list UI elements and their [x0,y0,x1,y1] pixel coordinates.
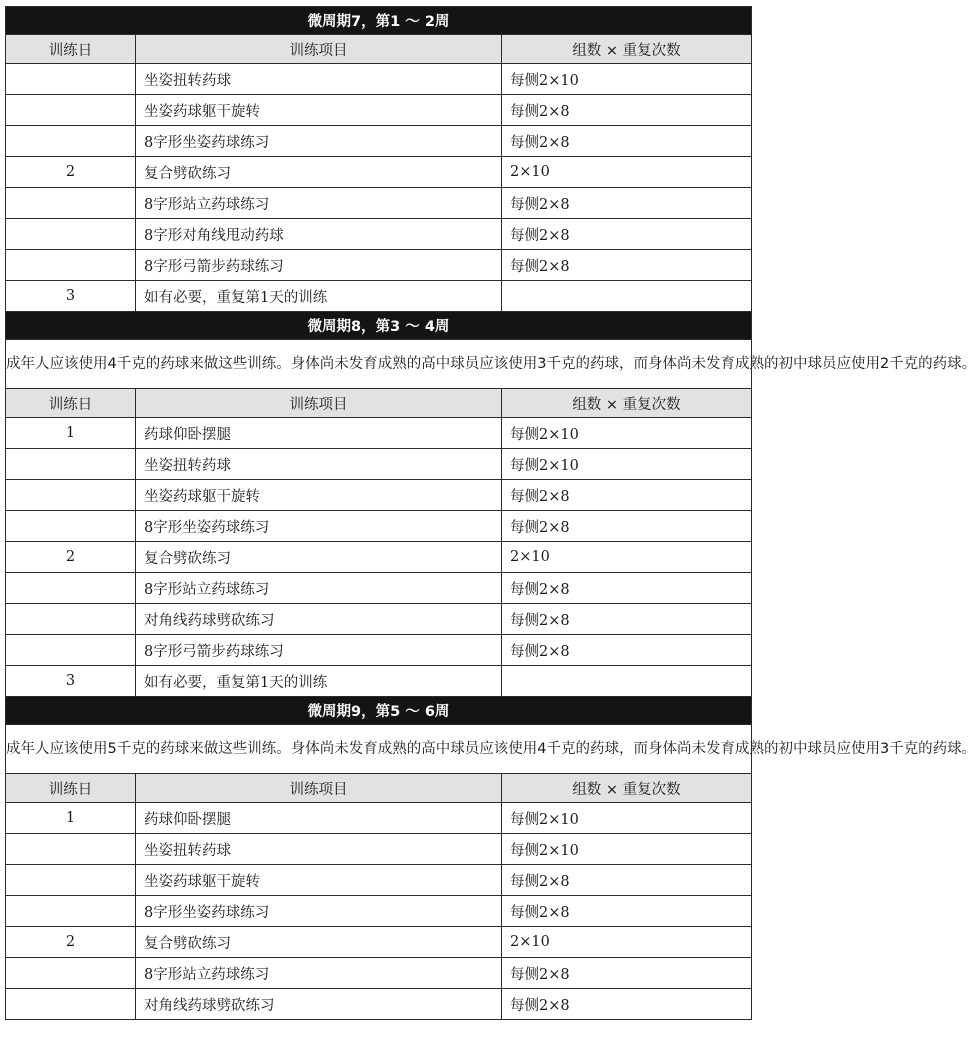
table-row [6,573,752,604]
table-row [6,219,752,250]
exercise-cell: 对角线药球劈砍练习 [136,604,502,635]
training-day-cell [6,126,136,157]
table-row [6,157,752,188]
training-plan-body [6,7,976,1020]
section-title: 微周期7，第1 ～ 2周 [6,7,752,35]
table-row [6,480,752,511]
exercise-cell: 8字形对角线甩动药球 [136,219,502,250]
exercise-cell: 药球仰卧摆腿 [136,803,502,834]
sets-reps-cell: 每侧2×10 [502,64,752,95]
training-day-cell [6,635,136,666]
exercise-cell: 8字形站立药球练习 [136,958,502,989]
training-plan-table [5,6,976,1020]
section-note: 成年人应该使用5千克的药球来做这些训练。身体尚未发育成熟的高中球员应该使用4千克的药球，而身体尚未发育成熟的初中球员应使用3千克的药球。 [6,725,752,774]
header-training-day: 训练日 [6,389,136,418]
section-title: 微周期8，第3 ～ 4周 [6,312,752,340]
table-row [6,95,752,126]
exercise-cell: 坐姿药球躯干旋转 [136,480,502,511]
table-row [6,803,752,834]
sets-reps-cell: 每侧2×8 [502,958,752,989]
section-note-row [6,340,752,389]
table-row [6,927,752,958]
sets-reps-cell [502,281,752,312]
table-row [6,865,752,896]
training-day-cell [6,64,136,95]
sets-reps-cell: 每侧2×8 [502,896,752,927]
table-row [6,635,752,666]
header-training-day: 训练日 [6,774,136,803]
sets-reps-cell: 每侧2×8 [502,126,752,157]
sets-reps-cell: 2×10 [502,927,752,958]
training-day-cell: 2 [6,157,136,188]
exercise-cell: 如有必要，重复第1天的训练 [136,281,502,312]
sets-reps-cell: 每侧2×8 [502,573,752,604]
table-row [6,958,752,989]
training-day-cell: 2 [6,927,136,958]
sets-reps-cell: 每侧2×8 [502,865,752,896]
section-title: 微周期9，第5 ～ 6周 [6,697,752,725]
header-training-day: 训练日 [6,35,136,64]
table-row [6,281,752,312]
header-sets-reps: 组数 × 重复次数 [502,35,752,64]
training-day-cell [6,188,136,219]
training-day-cell: 2 [6,542,136,573]
column-header-row [6,35,752,64]
training-day-cell [6,219,136,250]
training-day-cell: 1 [6,418,136,449]
table-row [6,64,752,95]
table-row [6,896,752,927]
exercise-cell: 8字形弓箭步药球练习 [136,250,502,281]
exercise-cell: 对角线药球劈砍练习 [136,989,502,1020]
table-row [6,188,752,219]
sets-reps-cell: 每侧2×10 [502,418,752,449]
training-plan-document [5,6,976,1020]
header-exercise: 训练项目 [136,389,502,418]
table-row [6,989,752,1020]
section-title-row [6,697,752,725]
exercise-cell: 药球仰卧摆腿 [136,418,502,449]
sets-reps-cell: 每侧2×8 [502,635,752,666]
sets-reps-cell: 每侧2×8 [502,188,752,219]
table-row [6,511,752,542]
exercise-cell: 如有必要，重复第1天的训练 [136,666,502,697]
sets-reps-cell: 每侧2×8 [502,480,752,511]
training-day-cell [6,449,136,480]
section-title-row [6,7,752,35]
section-title-row [6,312,752,340]
training-day-cell [6,604,136,635]
sets-reps-cell: 每侧2×8 [502,604,752,635]
exercise-cell: 8字形坐姿药球练习 [136,896,502,927]
sets-reps-cell: 每侧2×8 [502,989,752,1020]
sets-reps-cell: 每侧2×8 [502,219,752,250]
table-row [6,250,752,281]
header-exercise: 训练项目 [136,35,502,64]
exercise-cell: 8字形站立药球练习 [136,573,502,604]
table-row [6,666,752,697]
exercise-cell: 坐姿药球躯干旋转 [136,95,502,126]
training-day-cell [6,573,136,604]
sets-reps-cell: 每侧2×8 [502,95,752,126]
exercise-cell: 坐姿药球躯干旋转 [136,865,502,896]
sets-reps-cell: 每侧2×10 [502,803,752,834]
training-day-cell [6,511,136,542]
exercise-cell: 坐姿扭转药球 [136,64,502,95]
header-exercise: 训练项目 [136,774,502,803]
table-row [6,542,752,573]
sets-reps-cell: 2×10 [502,157,752,188]
training-day-cell: 3 [6,281,136,312]
section-note-row [6,725,752,774]
training-day-cell [6,480,136,511]
exercise-cell: 复合劈砍练习 [136,927,502,958]
section-note: 成年人应该使用4千克的药球来做这些训练。身体尚未发育成熟的高中球员应该使用3千克的药球，而身体尚未发育成熟的初中球员应使用2千克的药球。 [6,340,752,389]
training-day-cell [6,989,136,1020]
sets-reps-cell: 每侧2×10 [502,834,752,865]
exercise-cell: 8字形坐姿药球练习 [136,511,502,542]
training-day-cell [6,896,136,927]
exercise-cell: 复合劈砍练习 [136,542,502,573]
column-header-row [6,774,752,803]
table-row [6,834,752,865]
training-day-cell [6,95,136,126]
header-sets-reps: 组数 × 重复次数 [502,774,752,803]
sets-reps-cell: 每侧2×10 [502,449,752,480]
training-day-cell: 3 [6,666,136,697]
table-row [6,418,752,449]
exercise-cell: 坐姿扭转药球 [136,449,502,480]
training-day-cell [6,865,136,896]
training-day-cell [6,958,136,989]
training-day-cell [6,250,136,281]
sets-reps-cell: 2×10 [502,542,752,573]
column-header-row [6,389,752,418]
exercise-cell: 8字形站立药球练习 [136,188,502,219]
table-row [6,449,752,480]
training-day-cell [6,834,136,865]
sets-reps-cell: 每侧2×8 [502,250,752,281]
exercise-cell: 8字形坐姿药球练习 [136,126,502,157]
table-row [6,126,752,157]
exercise-cell: 坐姿扭转药球 [136,834,502,865]
header-sets-reps: 组数 × 重复次数 [502,389,752,418]
exercise-cell: 8字形弓箭步药球练习 [136,635,502,666]
exercise-cell: 复合劈砍练习 [136,157,502,188]
training-day-cell: 1 [6,803,136,834]
table-row [6,604,752,635]
sets-reps-cell: 每侧2×8 [502,511,752,542]
sets-reps-cell [502,666,752,697]
